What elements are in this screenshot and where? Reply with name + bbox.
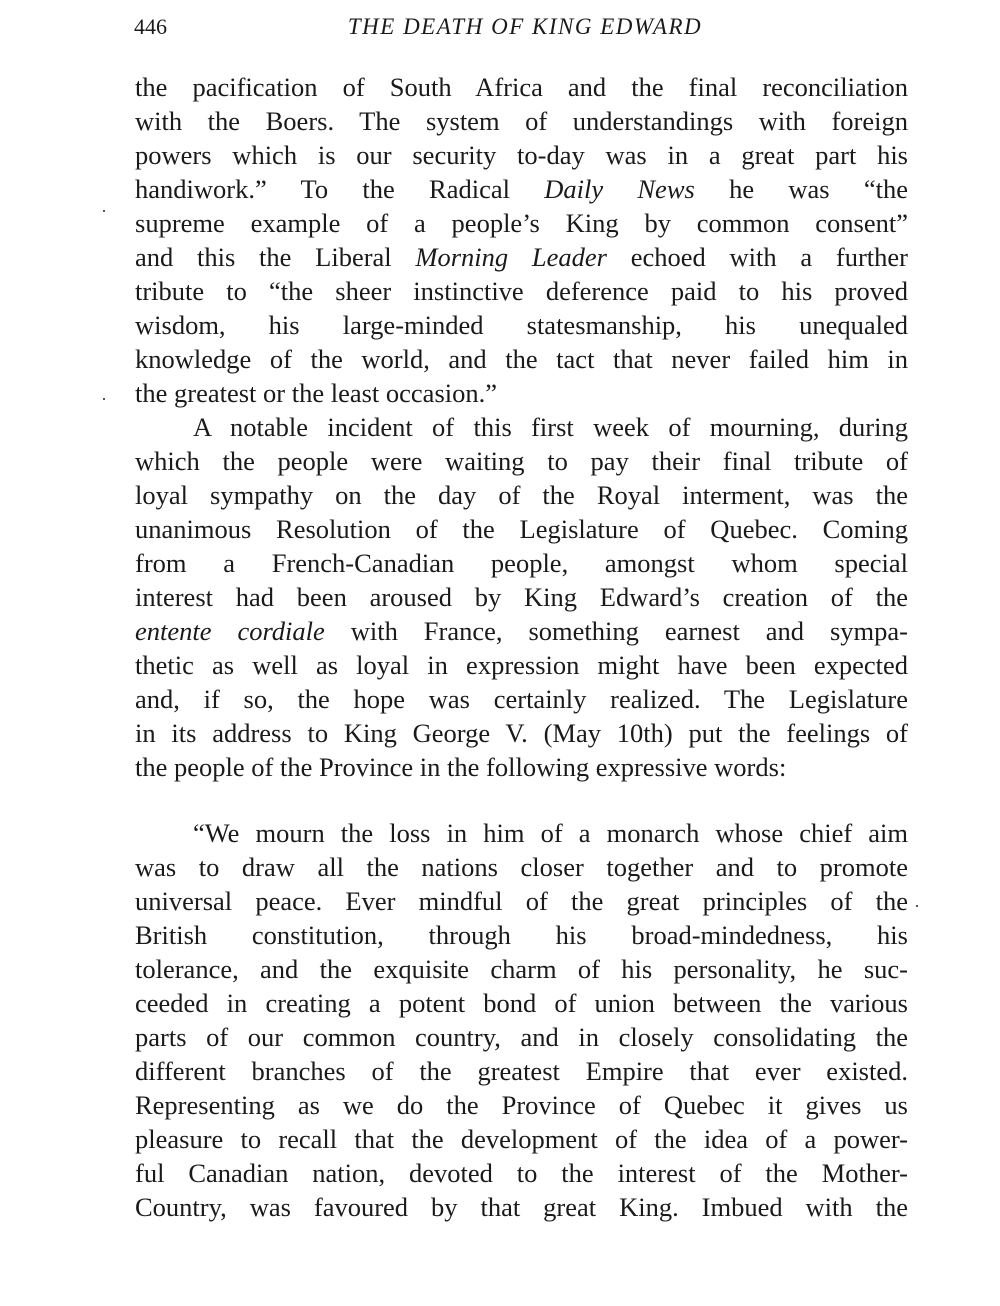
text-run: tolerance, and the exquisite charm of his personality, he suc- (135, 954, 908, 984)
text-run: British constitution, through his broad-mindedness, his (135, 920, 908, 950)
italic-phrase: entente cordiale (135, 616, 325, 646)
text-run: in its address to King George V. (May 10th) put the feelings of (135, 718, 908, 748)
text-run: pleasure to recall that the development of the idea of a power- (135, 1124, 908, 1154)
text-run: thetic as well as loyal in expression might have been expected (135, 650, 908, 680)
text-run: he was “the (694, 174, 908, 204)
text-line (135, 274, 908, 308)
text-run: the pacification of South Africa and the final reconciliation (135, 72, 908, 102)
text-line (135, 850, 908, 884)
text-run: different branches of the greatest Empire that ever existed. (135, 1056, 908, 1086)
text-line (135, 1122, 908, 1156)
text-run: the people of the Province in the following expressive words: (135, 752, 787, 782)
text-line (135, 986, 908, 1020)
text-line (135, 750, 908, 784)
text-line (135, 1054, 908, 1088)
text-line (135, 138, 908, 172)
text-line (135, 1190, 908, 1224)
text-line (135, 716, 908, 750)
text-run: Country, was favoured by that great King. Imbued with the (135, 1192, 908, 1222)
text-line (135, 172, 908, 206)
text-run: universal peace. Ever mindful of the great principles of the (135, 886, 908, 916)
text-run: tribute to “the sheer instinctive deference paid to his proved (135, 276, 908, 306)
text-run: A notable incident of this first week of mourning, during (193, 412, 908, 442)
text-line (135, 376, 908, 410)
text-line (135, 206, 908, 240)
text-run: and, if so, the hope was certainly realized. The Legislature (135, 684, 908, 714)
text-run: Representing as we do the Province of Quebec it gives us (135, 1090, 908, 1120)
text-run: the greatest or the least occasion.” (135, 378, 498, 408)
margin-mark (103, 210, 105, 212)
text-line (135, 952, 908, 986)
text-run: handiwork.” To the Radical (135, 174, 545, 204)
text-run: interest had been aroused by King Edward’s creation of the (135, 582, 908, 612)
text-run: with France, something earnest and sympa- (324, 616, 909, 646)
text-line (135, 884, 908, 918)
text-line (135, 512, 908, 546)
text-run: “We mourn the loss in him of a monarch whose chief aim (193, 818, 908, 848)
text-line (135, 1088, 908, 1122)
text-run: loyal sympathy on the day of the Royal interment, was the (135, 480, 908, 510)
text-line (135, 1156, 908, 1190)
text-line (135, 104, 908, 138)
text-line (135, 342, 908, 376)
text-line (135, 918, 908, 952)
text-line (135, 70, 908, 104)
text-run: powers which is our security to-day was in a great part his (135, 140, 908, 170)
text-line (135, 240, 908, 274)
text-run: unanimous Resolution of the Legislature of Quebec. Coming (135, 514, 908, 544)
text-line (135, 546, 908, 580)
text-line (135, 444, 908, 478)
text-line (135, 580, 908, 614)
text-run: parts of our common country, and in closely consolidating the (135, 1022, 908, 1052)
text-line (193, 816, 908, 850)
text-line (135, 478, 908, 512)
text-run: ceeded in creating a potent bond of union between the various (135, 988, 908, 1018)
text-run: wisdom, his large-minded statesmanship, his unequaled (135, 310, 908, 340)
text-run: which the people were waiting to pay their final tribute of (135, 446, 908, 476)
text-line (135, 648, 908, 682)
text-run: and this the Liberal (135, 242, 416, 272)
text-run: was to draw all the nations closer together and to promote (135, 852, 908, 882)
running-head: THE DEATH OF KING EDWARD (347, 14, 703, 39)
text-line (193, 410, 908, 444)
text-run: supreme example of a people’s King by common consent” (135, 208, 908, 238)
text-run: ful Canadian nation, devoted to the interest of the Mother- (135, 1158, 908, 1188)
italic-phrase: Daily News (544, 174, 695, 204)
text-line (135, 682, 908, 716)
text-line (135, 614, 908, 648)
italic-phrase: Morning Leader (415, 242, 607, 272)
margin-mark (916, 905, 918, 907)
page-number: 446 (134, 14, 167, 39)
text-line (135, 308, 908, 342)
text-run: knowledge of the world, and the tact that never failed him in (135, 344, 908, 374)
text-run: with the Boers. The system of understandings with foreign (135, 106, 908, 136)
margin-mark (103, 398, 105, 400)
text-run: echoed with a further (607, 242, 908, 272)
text-line (135, 1020, 908, 1054)
text-run: from a French-Canadian people, amongst whom special (135, 548, 908, 578)
